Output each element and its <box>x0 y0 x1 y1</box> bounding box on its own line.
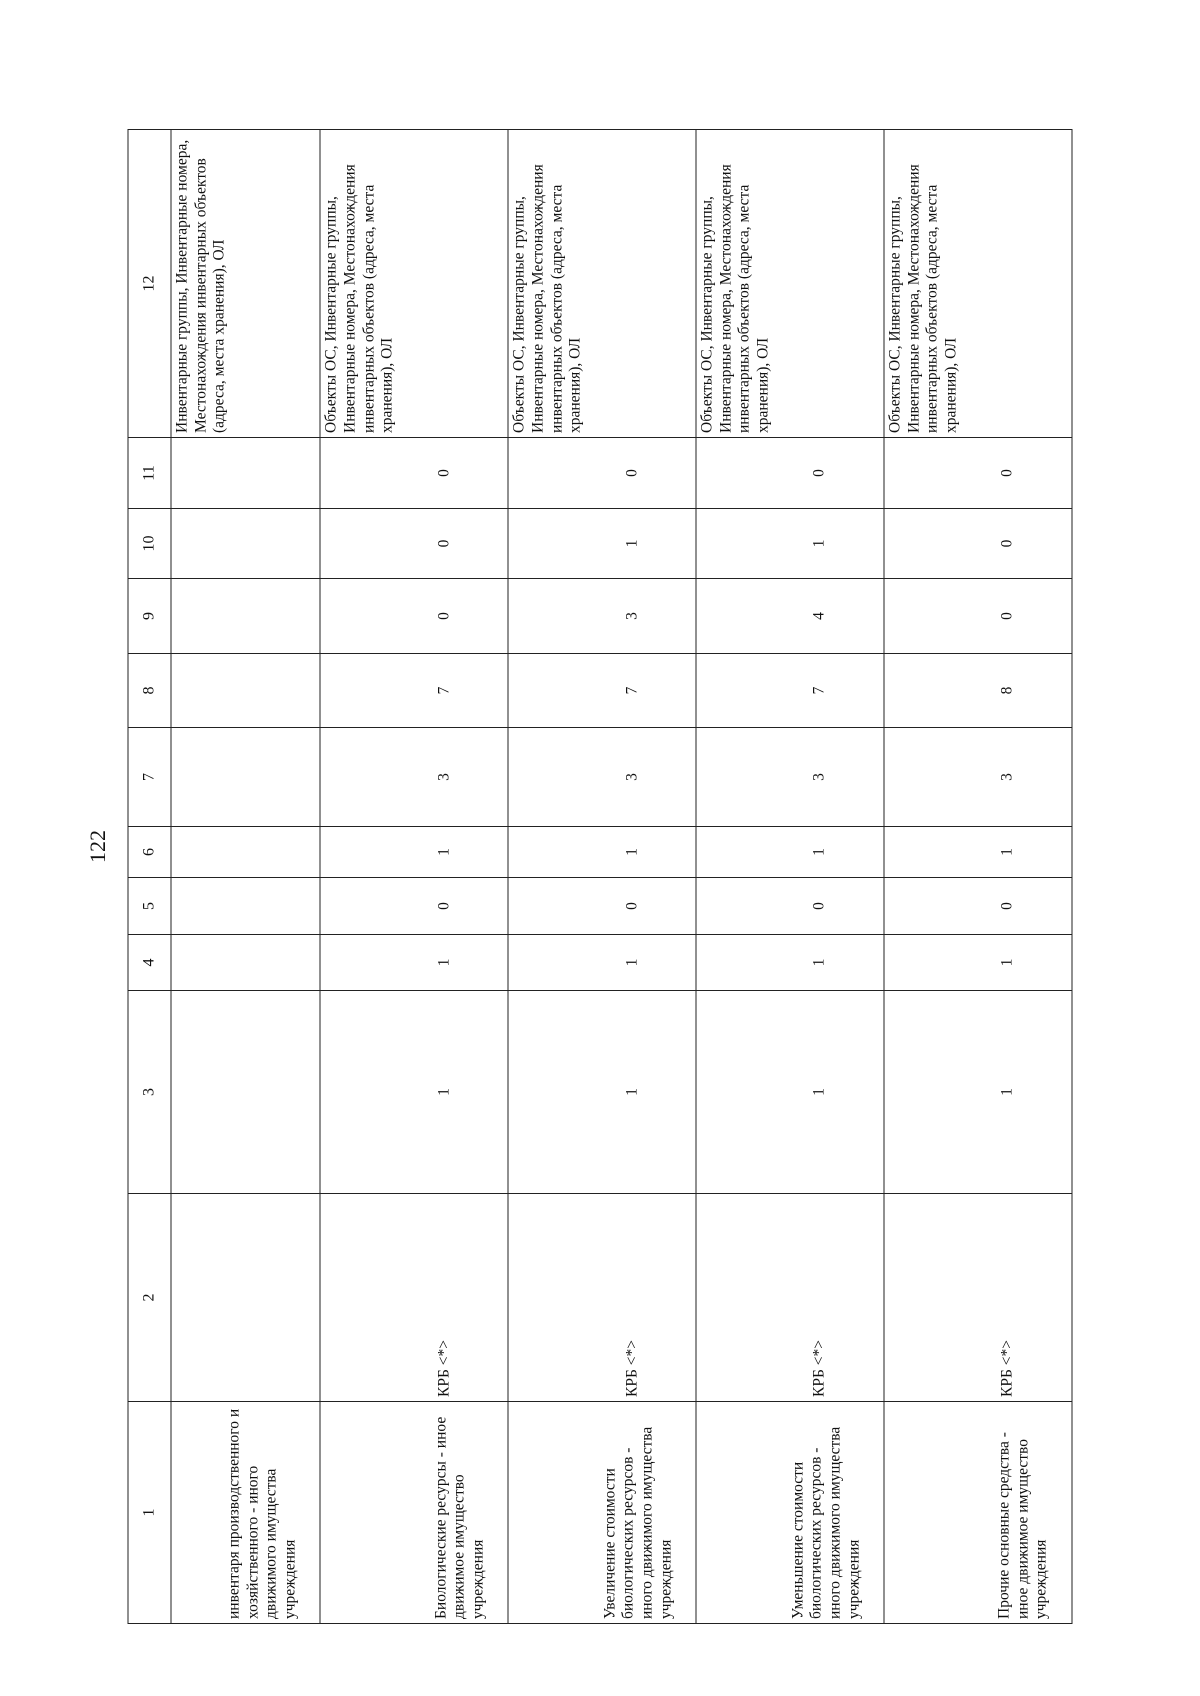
value-cell: 0 <box>508 438 696 509</box>
account-name-cell: Уменьшение стоимости биологических ресурсов - иного движимого имущества учреждения <box>696 1402 884 1624</box>
analytics-cell: Объекты ОС, Инвентарные группы, Инвентарные номера, Местонахождения инвентарных объектов (адреса, места хранения), ОЛ <box>508 130 696 438</box>
value-cell: 1 <box>884 935 1072 991</box>
table-row <box>320 130 508 1624</box>
value-cell: 3 <box>320 728 508 827</box>
value-cell: 1 <box>508 827 696 878</box>
account-name-cell: Увеличение стоимости биологических ресурсов - иного движимого имущества учреждения <box>508 1402 696 1624</box>
value-cell: 7 <box>320 654 508 728</box>
value-cell: 1 <box>696 509 884 579</box>
analytics-cell: Объекты ОС, Инвентарные группы, Инвентарные номера, Местонахождения инвентарных объектов (адреса, места хранения), ОЛ <box>884 130 1072 438</box>
column-header: 4 <box>128 935 171 991</box>
value-cell: 1 <box>884 991 1072 1194</box>
value-cell: 0 <box>884 579 1072 654</box>
table-row <box>508 130 696 1624</box>
header-row <box>128 130 171 1624</box>
value-cell: 0 <box>508 878 696 935</box>
value-cell: 3 <box>508 579 696 654</box>
value-cell: 3 <box>884 728 1072 827</box>
value-cell <box>171 509 320 579</box>
code-cell: КРБ <*> <box>884 1194 1072 1402</box>
code-cell: КРБ <*> <box>508 1194 696 1402</box>
value-cell: 0 <box>320 438 508 509</box>
table-row <box>884 130 1072 1624</box>
value-cell: 1 <box>884 827 1072 878</box>
value-cell: 8 <box>884 654 1072 728</box>
page-number: 122 <box>85 830 110 863</box>
value-cell <box>171 438 320 509</box>
value-cell <box>171 728 320 827</box>
value-cell: 1 <box>320 935 508 991</box>
value-cell <box>171 654 320 728</box>
value-cell: 0 <box>884 438 1072 509</box>
value-cell: 0 <box>320 878 508 935</box>
table-row <box>696 130 884 1624</box>
value-cell: 1 <box>696 935 884 991</box>
value-cell: 1 <box>508 935 696 991</box>
analytics-cell: Объекты ОС, Инвентарные группы, Инвентарные номера, Местонахождения инвентарных объектов (адреса, места хранения), ОЛ <box>320 130 508 438</box>
value-cell: 0 <box>696 438 884 509</box>
value-cell: 1 <box>508 509 696 579</box>
column-header: 9 <box>128 579 171 654</box>
value-cell <box>171 827 320 878</box>
column-header: 12 <box>128 130 171 438</box>
analytics-cell: Объекты ОС, Инвентарные группы, Инвентарные номера, Местонахождения инвентарных объектов (адреса, места хранения), ОЛ <box>696 130 884 438</box>
column-header: 7 <box>128 728 171 827</box>
column-header: 10 <box>128 509 171 579</box>
table-row <box>171 130 320 1624</box>
code-cell <box>171 1194 320 1402</box>
value-cell: 0 <box>320 579 508 654</box>
column-header: 6 <box>128 827 171 878</box>
column-header: 11 <box>128 438 171 509</box>
value-cell: 0 <box>884 878 1072 935</box>
column-header: 8 <box>128 654 171 728</box>
code-cell: КРБ <*> <box>696 1194 884 1402</box>
accounting-table <box>128 129 1073 1624</box>
value-cell: 3 <box>508 728 696 827</box>
value-cell: 1 <box>320 991 508 1194</box>
value-cell: 1 <box>696 827 884 878</box>
value-cell: 1 <box>696 991 884 1194</box>
value-cell: 1 <box>508 991 696 1194</box>
value-cell: 0 <box>320 509 508 579</box>
code-cell: КРБ <*> <box>320 1194 508 1402</box>
value-cell: 3 <box>696 728 884 827</box>
value-cell: 7 <box>508 654 696 728</box>
value-cell: 7 <box>696 654 884 728</box>
account-name-cell: инвентаря производственного и хозяйственного - иного движимого имущества учреждения <box>171 1402 320 1624</box>
column-header: 3 <box>128 991 171 1194</box>
account-name-cell: Биологические ресурсы - иное движимое имущество учреждения <box>320 1402 508 1624</box>
value-cell: 0 <box>884 509 1072 579</box>
value-cell <box>171 935 320 991</box>
value-cell <box>171 878 320 935</box>
column-header: 2 <box>128 1194 171 1402</box>
value-cell: 4 <box>696 579 884 654</box>
column-header: 1 <box>128 1402 171 1624</box>
column-header: 5 <box>128 878 171 935</box>
value-cell <box>171 991 320 1194</box>
account-name-cell: Прочие основные средства - иное движимое имущество учреждения <box>884 1402 1072 1624</box>
value-cell <box>171 579 320 654</box>
value-cell: 1 <box>320 827 508 878</box>
rotated-table-container <box>128 130 1073 1624</box>
value-cell: 0 <box>696 878 884 935</box>
analytics-cell: Инвентарные группы, Инвентарные номера, Местонахождения инвентарных объектов (адреса, места хранения), ОЛ <box>171 130 320 438</box>
